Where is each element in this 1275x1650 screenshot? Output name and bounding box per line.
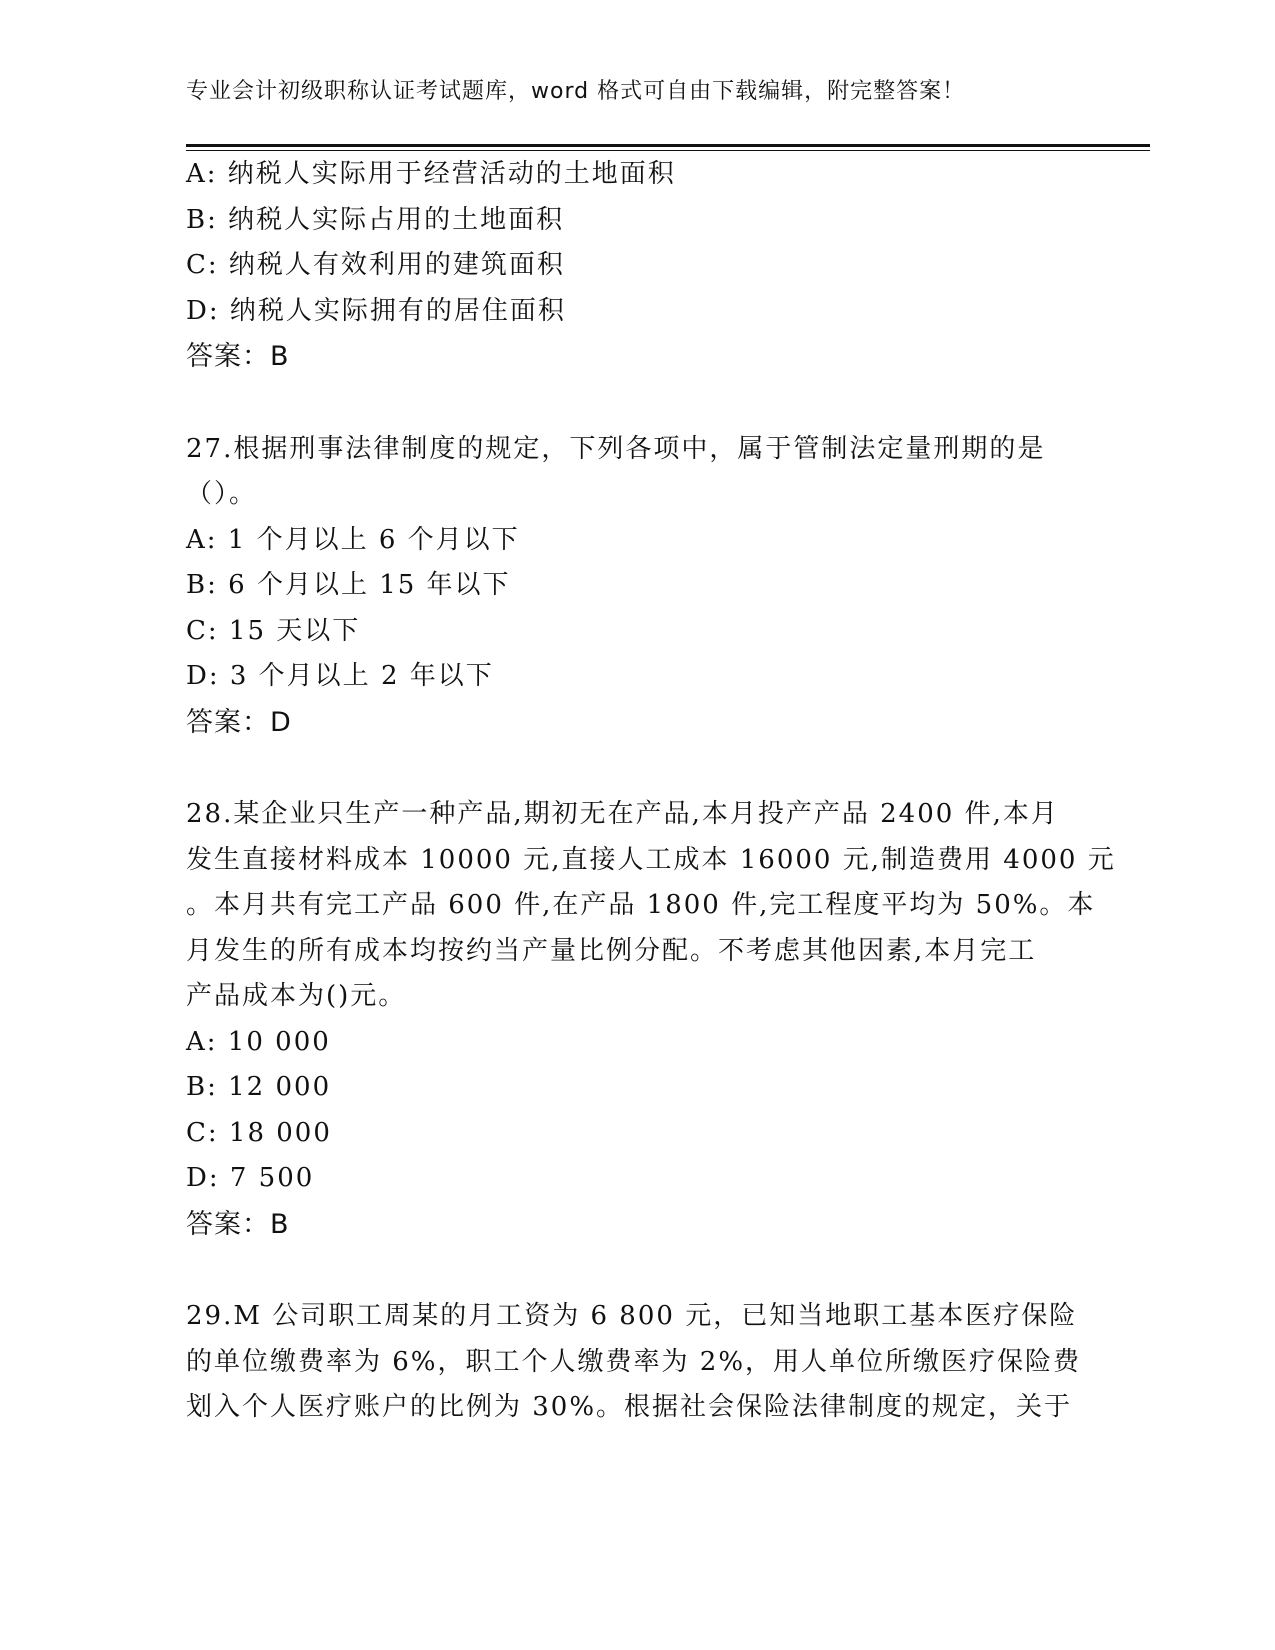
question-stem-line: 的单位缴费率为 6%，职工个人缴费率为 2%，用人单位所缴医疗保险费 — [186, 1346, 1082, 1377]
option-d: D: 纳税人实际拥有的居住面积 — [186, 295, 566, 326]
option-a: A: 纳税人实际用于经营活动的土地面积 — [186, 159, 676, 189]
question-29 — [186, 1294, 1086, 1431]
answer-line: 答案：B — [186, 341, 290, 372]
question-27 — [186, 427, 1086, 746]
spacer — [186, 745, 1086, 792]
question-stem-line: 28.某企业只生产一种产品,期初无在产品,本月投产产品 2400 件,本月 — [186, 799, 1059, 829]
page-header: 专业会计初级职称认证考试题库，word 格式可自由下载编辑，附完整答案！ — [186, 79, 966, 104]
question-stem-line: 27.根据刑事法律制度的规定，下列各项中，属于管制法定量刑期的是 — [186, 433, 1046, 464]
question-stem-line: 月发生的所有成本均按约当产量比例分配。不考虑其他因素,本月完工 — [186, 935, 1037, 966]
answer-line: 答案：B — [186, 1208, 290, 1240]
spacer — [186, 380, 1086, 427]
question-26 — [186, 152, 1086, 380]
question-stem-line: 。本月共有完工产品 600 件,在产品 1800 件,完工程度平均为 50%。本 — [186, 890, 1096, 920]
option-c: C: 15 天以下 — [186, 615, 361, 646]
question-stem-line: 29.M 公司职工周某的月工资为 6 800 元，已知当地职工基本医疗保险 — [186, 1301, 1078, 1331]
option-c: C: 纳税人有效利用的建筑面积 — [186, 250, 565, 280]
option-b: B: 纳税人实际占用的土地面积 — [186, 204, 565, 235]
option-d: D: 3 个月以上 2 年以下 — [186, 661, 494, 691]
option-a: A: 1 个月以上 6 个月以下 — [186, 524, 520, 555]
spacer — [186, 1247, 1086, 1294]
option-a: A: 10 000 — [186, 1026, 331, 1057]
question-stem-line: 划入个人医疗账户的比例为 30%。根据社会保险法律制度的规定，关于 — [186, 1392, 1073, 1422]
option-b: B: 12 000 — [186, 1072, 332, 1102]
answer-line: 答案：D — [186, 706, 292, 738]
question-stem-line: 产品成本为()元。 — [186, 981, 407, 1011]
option-c: C: 18 000 — [186, 1117, 332, 1148]
question-stem-line: 发生直接材料成本 10000 元,直接人工成本 16000 元,制造费用 4000 元 — [186, 844, 1116, 875]
document-body — [186, 152, 1116, 1431]
question-stem-line: （）。 — [186, 479, 258, 509]
option-b: B: 6 个月以上 15 年以下 — [186, 570, 511, 600]
question-28 — [186, 792, 1116, 1247]
header-rule-thin — [186, 150, 1150, 151]
header-rule-thick — [186, 144, 1150, 147]
option-d: D: 7 500 — [186, 1163, 315, 1193]
